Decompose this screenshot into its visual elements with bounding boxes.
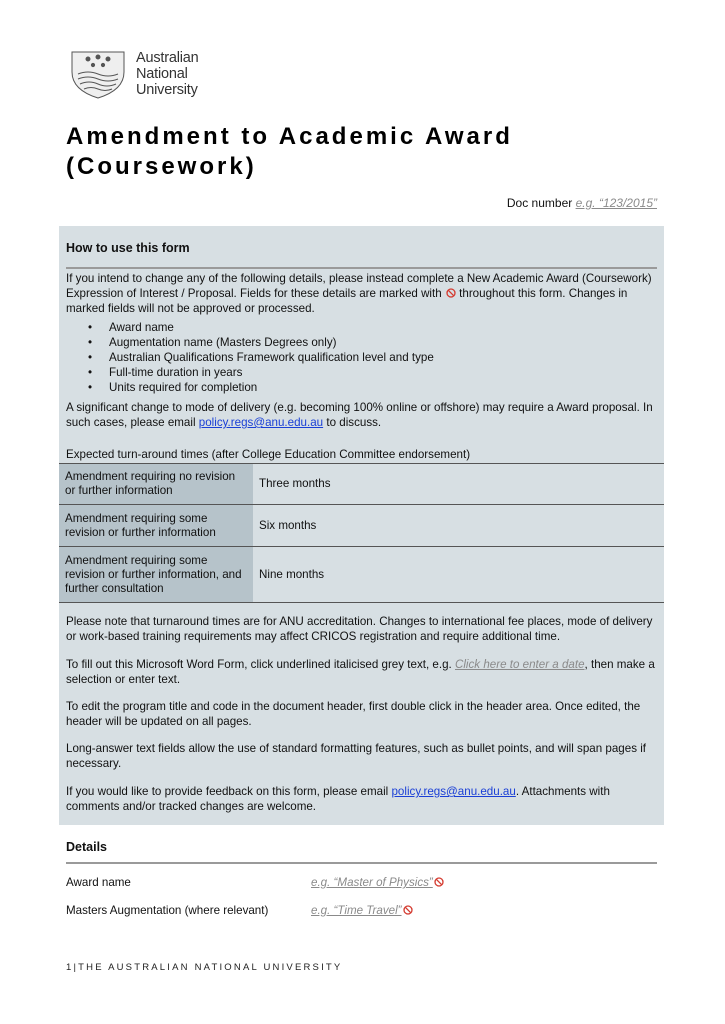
logo-line: National — [136, 66, 188, 82]
delivery-text: A significant change to mode of delivery (e.g. becoming 100% online or offshore) may require a Award proposal. In such cases, please email — [66, 401, 653, 429]
page-number: 1 — [66, 962, 74, 973]
date-placeholder-example[interactable]: Click here to enter a date — [454, 658, 585, 671]
long-answer-paragraph: Long-answer text fields allow the use of standard formatting features, such as bullet points, and will span pages if necessary. — [66, 742, 647, 770]
page-title-line1: Amendment to Academic Award — [66, 123, 513, 150]
no-entry-icon — [403, 905, 413, 915]
intro-paragraph — [66, 271, 656, 316]
award-name-input[interactable]: e.g. “Master of Physics” — [311, 876, 433, 889]
turnaround-condition: Amendment requiring no revision or further information — [59, 464, 253, 505]
table-row — [59, 464, 664, 505]
feedback-paragraph — [66, 784, 656, 814]
turnaround-condition: Amendment requiring some revision or further information — [59, 505, 253, 547]
no-entry-icon — [446, 288, 456, 298]
table-row — [59, 505, 664, 547]
award-name-field — [311, 876, 444, 889]
logo-wordmark — [136, 50, 198, 98]
feedback-text: If you would like to provide feedback on this form, please email — [66, 785, 389, 798]
page-footer: 1|THE AUSTRALIAN NATIONAL UNIVERSITY — [66, 962, 343, 973]
anu-crest-icon — [72, 52, 124, 98]
turnaround-time: Three months — [253, 464, 664, 505]
list-item: • Australian Qualifications Framework qualification level and type — [88, 350, 434, 365]
list-item: • Augmentation name (Masters Degrees only) — [88, 335, 434, 350]
footer-text: THE AUSTRALIAN NATIONAL UNIVERSITY — [78, 962, 343, 973]
fill-text: To fill out this Microsoft Word Form, click underlined italicised grey text, e.g. — [66, 658, 452, 671]
section-divider — [66, 862, 657, 864]
restricted-fields-list — [88, 320, 434, 395]
how-to-heading: How to use this form — [66, 241, 190, 255]
table-row — [59, 547, 664, 603]
email-link[interactable]: policy.regs@anu.edu.au — [198, 416, 324, 429]
turnaround-heading: Expected turn-around times (after College Education Committee endorsement) — [66, 448, 471, 461]
list-item: • Units required for completion — [88, 380, 434, 395]
no-entry-icon — [434, 877, 444, 887]
turnaround-time: Nine months — [253, 547, 664, 603]
feedback-email-link[interactable]: policy.regs@anu.edu.au — [391, 785, 516, 798]
feedback-text-end: . Attachments with comments and/or tracked changes are welcome. — [66, 785, 610, 813]
delivery-paragraph — [66, 400, 656, 430]
fill-text-end: , then make a selection or enter text. — [66, 658, 655, 686]
turnaround-time: Six months — [253, 505, 664, 547]
list-item: • Full-time duration in years — [88, 365, 434, 380]
intro-text: If you intend to change any of the following details, please instead complete a New Academic Award (Coursework) Expression of Interest / Proposal. Fields for these details are marked with — [66, 272, 652, 300]
turnaround-table — [59, 463, 664, 603]
page-title — [66, 122, 513, 182]
intro-text-end: throughout this form. Changes in marked fields will not be approved or processed. — [66, 287, 628, 315]
doc-number-input[interactable]: e.g. “123/2015” — [575, 196, 657, 210]
doc-number-field — [507, 196, 657, 210]
fill-instructions — [66, 657, 656, 687]
turnaround-condition: Amendment requiring some revision or further information, and further consultation — [59, 547, 253, 603]
turnaround-note: Please note that turnaround times are for ANU accreditation. Changes to international fee places, mode of delivery or work-based training requirements may affect CRICOS registration and require additional time. — [66, 615, 653, 643]
doc-number-label: Doc number — [506, 196, 573, 210]
page-title-line2: (Coursework) — [66, 153, 257, 180]
augmentation-field — [311, 904, 413, 917]
logo-line: University — [136, 82, 198, 98]
logo-line: Australian — [136, 50, 199, 66]
augmentation-label: Masters Augmentation (where relevant) — [66, 904, 269, 917]
award-name-label: Award name — [66, 876, 131, 889]
list-item: • Award name — [88, 320, 434, 335]
section-divider — [66, 267, 657, 269]
augmentation-input[interactable]: e.g. “Time Travel” — [311, 904, 402, 917]
details-heading: Details — [66, 840, 107, 854]
delivery-text-end: to discuss. — [326, 416, 382, 429]
edit-header-paragraph: To edit the program title and code in the document header, first double click in the header area. Once edited, the header will be updated on all pages. — [66, 700, 641, 728]
